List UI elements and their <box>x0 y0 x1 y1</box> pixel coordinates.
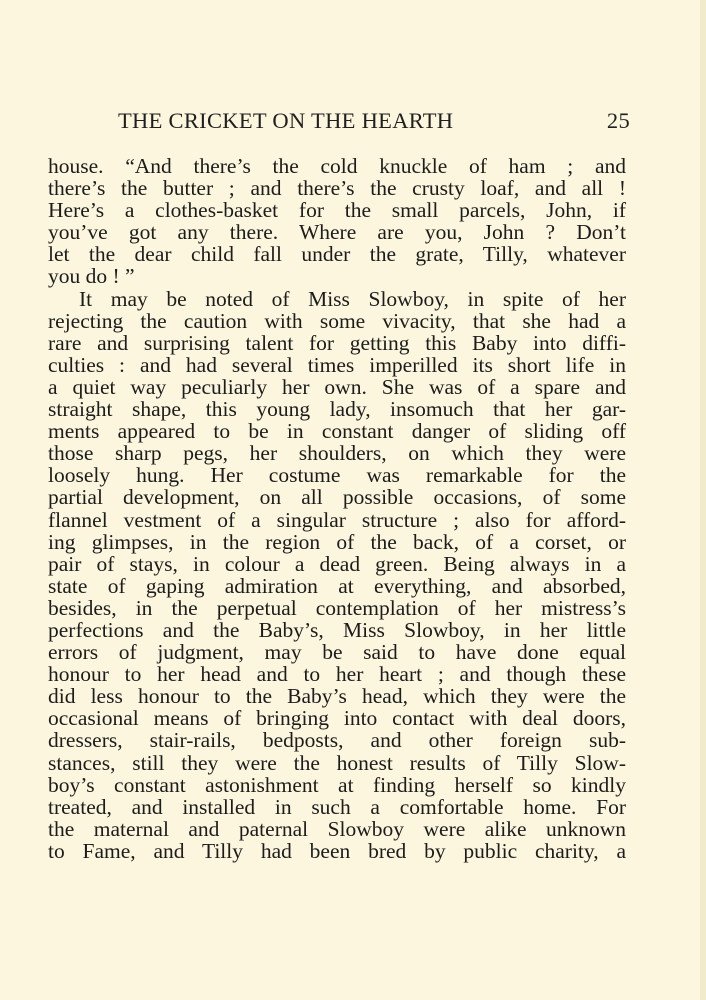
running-head-title: THE CRICKET ON THE HEARTH <box>118 108 454 133</box>
text-line: rare and surprising talent for getting this Baby into diffi- <box>48 330 626 355</box>
text-line: those sharp pegs, her shoulders, on which they were <box>48 441 626 466</box>
text-line: did less honour to the Baby’s head, which they were the <box>48 684 626 709</box>
page-edge <box>700 0 706 1000</box>
text-line: dressers, stair-rails, bedposts, and other foreign sub- <box>48 728 626 753</box>
body-text <box>48 155 626 862</box>
text-line: honour to her head and to her heart ; and though these <box>48 662 626 687</box>
text-line: there’s the butter ; and there’s the crusty loaf, and all ! <box>48 176 626 201</box>
text-line: let the dear child fall under the grate, Tilly, whatever <box>48 242 626 267</box>
text-line: culties : and had several times imperilled its short life in <box>48 352 626 377</box>
text-line: Here’s a clothes-basket for the small parcels, John, if <box>48 198 626 223</box>
text-line: occasional means of bringing into contact with deal doors, <box>48 706 626 731</box>
paragraph-2 <box>48 288 626 862</box>
text-line: to Fame, and Tilly had been bred by public charity, a <box>48 838 626 863</box>
text-line: the maternal and paternal Slowboy were alike unknown <box>48 816 626 841</box>
text-line: you’ve got any there. Where are you, John ? Don’t <box>48 220 626 245</box>
text-line: It may be noted of Miss Slowboy, in spite of her <box>79 286 626 311</box>
text-line: loosely hung. Her costume was remarkable for the <box>48 463 626 488</box>
text-line: straight shape, this young lady, insomuch that her gar- <box>48 397 626 422</box>
text-line: state of gaping admiration at everything, and absorbed, <box>48 573 626 598</box>
text-line: pair of stays, in colour a dead green. Being always in a <box>48 551 626 576</box>
text-line: partial development, on all possible occasions, of some <box>48 485 626 510</box>
text-line: a quiet way peculiarly her own. She was of a spare and <box>48 374 626 399</box>
running-header <box>118 108 630 138</box>
text-line: besides, in the perpetual contemplation of her mistress’s <box>48 595 626 620</box>
page-number: 25 <box>606 108 630 133</box>
text-line: treated, and installed in such a comfortable home. For <box>48 794 626 819</box>
text-line: flannel vestment of a singular structure ; also for afford- <box>48 507 626 532</box>
paragraph-1 <box>48 155 626 288</box>
text-line: rejecting the caution with some vivacity, that she had a <box>48 308 626 333</box>
text-line: ments appeared to be in constant danger of sliding off <box>48 419 626 444</box>
text-line: boy’s constant astonishment at finding herself so kindly <box>48 772 626 797</box>
text-line: perfections and the Baby’s, Miss Slowboy, in her little <box>48 617 626 642</box>
text-line: ing glimpses, in the region of the back, of a corset, or <box>48 529 626 554</box>
text-line: stances, still they were the honest results of Tilly Slow- <box>48 750 626 775</box>
text-line: you do ! ” <box>48 264 135 289</box>
text-line: house. “And there’s the cold knuckle of ham ; and <box>48 154 626 178</box>
text-line: errors of judgment, may be said to have done equal <box>48 640 626 665</box>
